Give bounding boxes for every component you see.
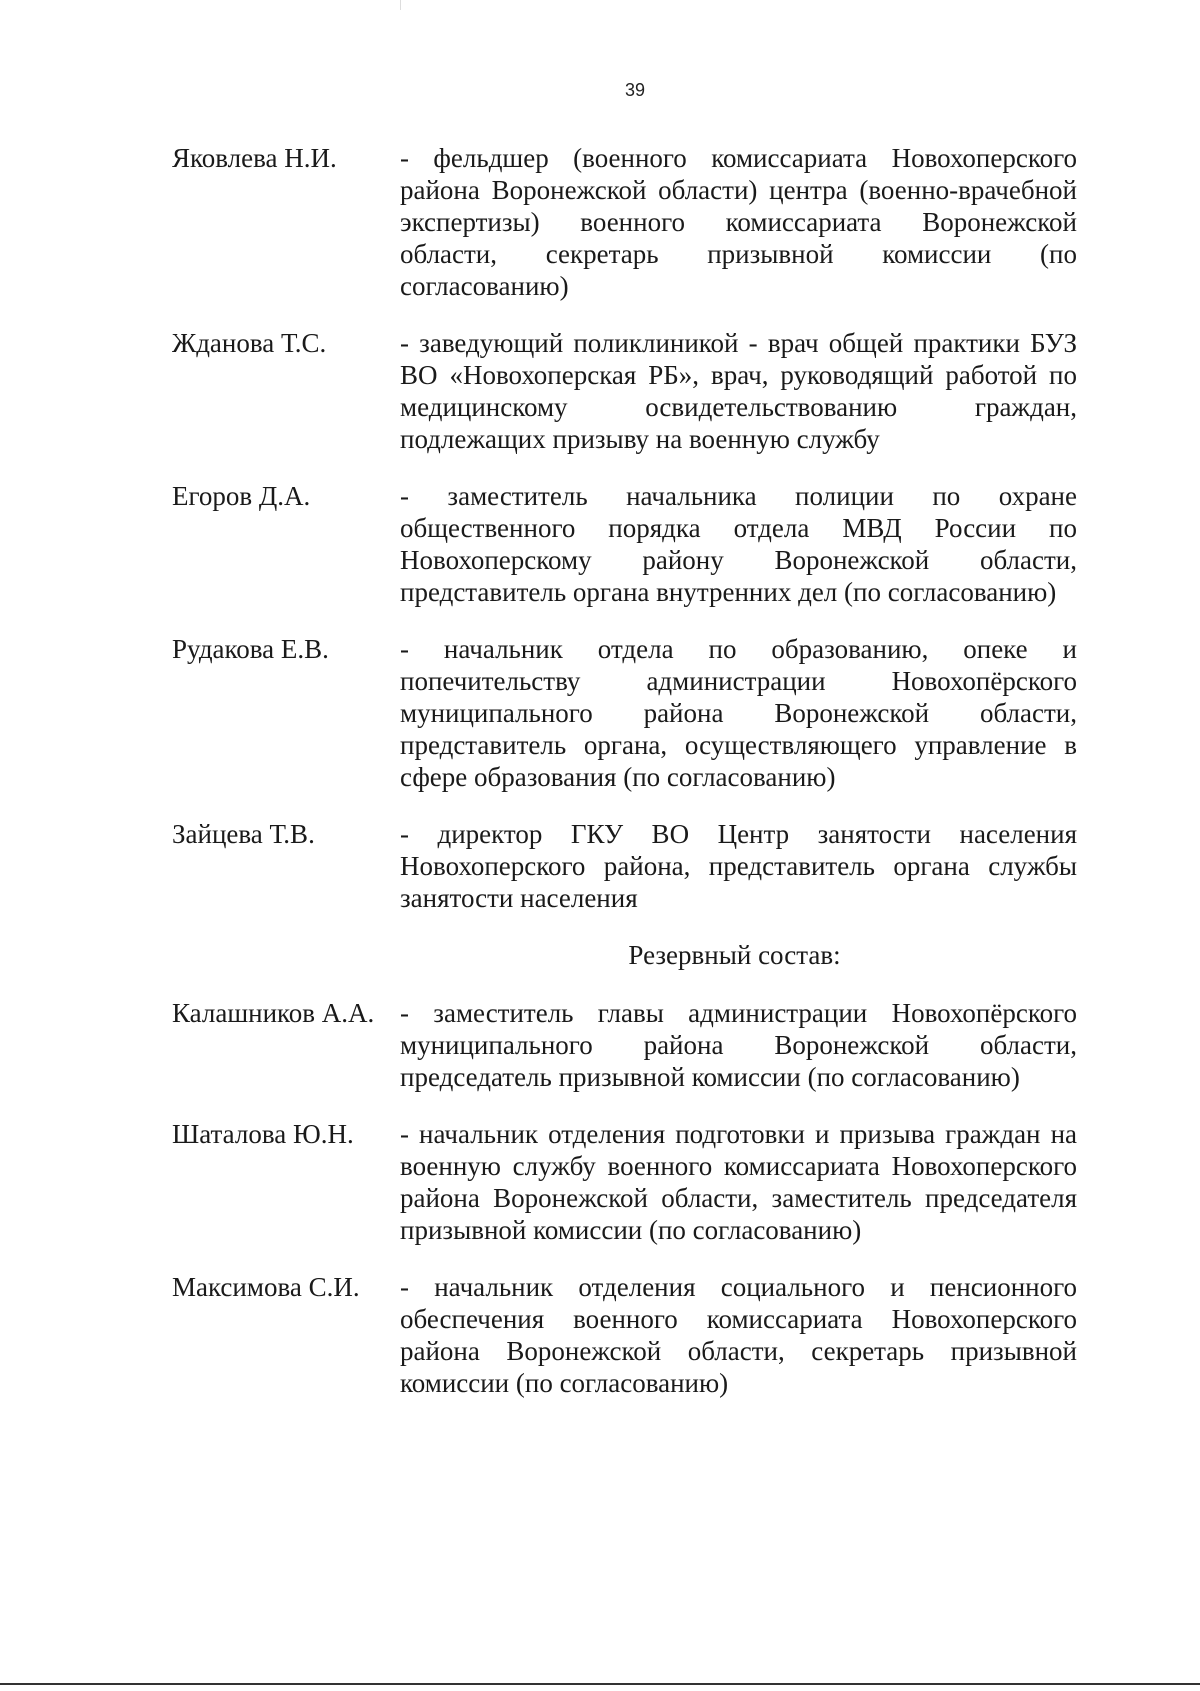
member-name: Рудакова Е.В. (172, 634, 329, 664)
commission-member-list (172, 142, 1077, 1424)
member-name: Яковлева Н.И. (172, 143, 337, 173)
member-description: - фельдшер (военного комиссариата Новохоперского района Воронежской области) центра (военно-врачебной экспертизы) военного комиссариата Воронежской области, секретарь призывной комиссии (по согласованию) (400, 143, 1077, 301)
page-number: 39 (624, 80, 646, 100)
member-description: - заведующий поликлиникой - врач общей практики БУЗ ВО «Новохоперская РБ», врач, руководящий работой по медицинскому освидетельствованию граждан, подлежащих призыву на военную службу (400, 328, 1077, 454)
reserve-section-heading: Резервный состав: (628, 940, 841, 970)
member-description: - заместитель главы администрации Новохопёрского муниципального района Воронежской области, председатель призывной комиссии (по согласованию) (400, 998, 1077, 1092)
member-name: Егоров Д.А. (172, 481, 311, 511)
member-name: Зайцева Т.В. (172, 819, 315, 849)
member-name: Жданова Т.С. (172, 328, 327, 358)
member-description: - начальник отдела по образованию, опеке и попечительству администрации Новохопёрского муниципального района Воронежской области, представитель органа, осуществляющего управление в сфере образования (по согласованию) (400, 634, 1077, 792)
member-description: - директор ГКУ ВО Центр занятости населения Новохоперского района, представитель органа службы занятости населения (400, 819, 1077, 913)
member-entry (172, 480, 1077, 608)
reserve-member-entry (172, 1271, 1077, 1399)
member-entry (172, 633, 1077, 793)
member-name: Максимова С.И. (172, 1272, 360, 1302)
member-name: Шаталова Ю.Н. (172, 1119, 354, 1149)
scan-mark (400, 0, 401, 10)
page-bottom-rule (0, 1683, 1200, 1685)
member-description: - начальник отделения социального и пенсионного обеспечения военного комиссариата Новохоперского района Воронежской области, секретарь призывной комиссии (по согласованию) (400, 1272, 1077, 1398)
member-entry (172, 327, 1077, 455)
member-description: - заместитель начальника полиции по охране общественного порядка отдела МВД России по Новохоперскому району Воронежской области, представитель органа внутренних дел (по согласованию) (400, 481, 1077, 607)
reserve-member-entry (172, 1118, 1077, 1246)
member-name: Калашников А.А. (172, 998, 375, 1028)
member-entry (172, 818, 1077, 914)
member-entry (172, 142, 1077, 302)
reserve-member-entry (172, 997, 1077, 1093)
member-description: - начальник отделения подготовки и призыва граждан на военную службу военного комиссариата Новохоперского района Воронежской области, заместитель председателя призывной комиссии (по согласованию) (400, 1119, 1077, 1245)
